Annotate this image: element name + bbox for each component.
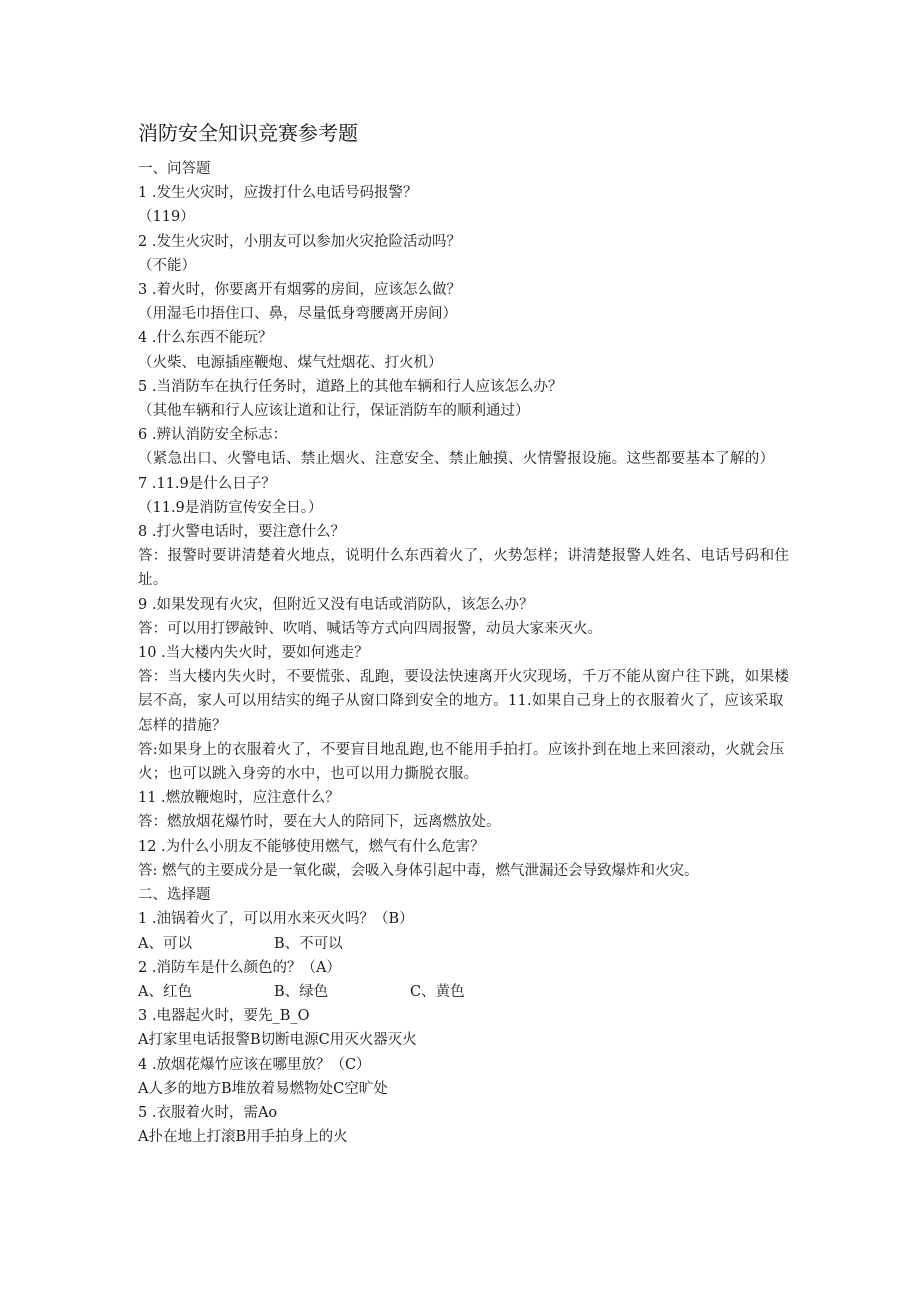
choice-options-1 bbox=[138, 932, 798, 956]
document-body bbox=[138, 117, 798, 1149]
answer-1: （119） bbox=[138, 209, 195, 226]
question-9: 9 .如果发现有火灾，但附近又没有电话或消防队，该怎么办？ bbox=[138, 596, 534, 613]
question-1: 1 .发生火灾时，应拨打什么电话号码报警？ bbox=[138, 185, 418, 202]
question-5: 5 .当消防车在执行任务时，道路上的其他车辆和行人应该怎么办？ bbox=[138, 378, 563, 395]
choice-question-4: 4 .放烟花爆竹应该在哪里放？（C） bbox=[138, 1056, 371, 1073]
choice-options-4: A人多的地方B堆放着易燃物处C空旷处 bbox=[138, 1080, 388, 1097]
answer-11: 答：燃放烟花爆竹时，要在大人的陪同下，远离燃放处。 bbox=[138, 814, 501, 831]
question-7: 7 .11.9是什么日子？ bbox=[138, 475, 276, 492]
answer-10b: 答:如果身上的衣服着火了，不要盲目地乱跑,也不能用手拍打。应该扑到在地上来回滚动，火就会压火；也可以跳入身旁的水中，也可以用力撕脱衣服。 bbox=[138, 741, 785, 783]
choice-question-3: 3 .电器起火时，要先_B_O bbox=[138, 1008, 310, 1025]
question-12: 12 .为什么小朋友不能够使用燃气，燃气有什么危害？ bbox=[138, 838, 485, 855]
answer-7: （11.9是消防宣传安全日。） bbox=[138, 499, 323, 516]
choice-question-5: 5 .衣服着火时，需Ao bbox=[138, 1104, 278, 1121]
answer-4: （火柴、电源插座鞭炮、煤气灶烟花、打火机） bbox=[138, 354, 443, 371]
question-3: 3 .着火时，你要离开有烟雾的房间，应该怎么做？ bbox=[138, 282, 461, 299]
choice-question-1: 1 .油锅着火了，可以用水来灭火吗？（B） bbox=[138, 911, 414, 928]
question-2: 2 .发生火灾时，小朋友可以参加火灾抢险活动吗？ bbox=[138, 233, 461, 250]
option-a: A、红色 bbox=[138, 983, 192, 1000]
answer-8: 答：报警时要讲清楚着火地点，说明什么东西着火了，火势怎样；讲清楚报警人姓名、电话号码和住址。 bbox=[138, 548, 790, 589]
question-8: 8 .打火警电话时，要注意什么？ bbox=[138, 524, 345, 541]
option-a: A、可以 bbox=[138, 935, 192, 952]
choice-options-5: A扑在地上打滚B用手拍身上的火 bbox=[138, 1129, 348, 1146]
section-heading-qa: 一、问答题 bbox=[138, 161, 211, 177]
choice-question-2: 2 .消防车是什么颜色的？（A） bbox=[138, 959, 341, 976]
option-b: B、绿色 bbox=[274, 983, 329, 1000]
answer-3: （用湿毛巾捂住口、鼻，尽量低身弯腰离开房间） bbox=[138, 306, 457, 323]
answer-5: （其他车辆和行人应该让道和让行，保证消防车的顺利通过） bbox=[138, 403, 530, 420]
document-title: 消防安全知识竞赛参考题 bbox=[138, 121, 358, 145]
answer-12: 答: 燃气的主要成分是一氧化碳，会吸入身体引起中毒，燃气泄漏还会导致爆炸和火灾。 bbox=[138, 862, 699, 879]
answer-6: （紧急出口、火警电话、禁止烟火、注意安全、禁止触摸、火情警报设施。这些都要基本了解的） bbox=[138, 451, 775, 468]
answer-9: 答：可以用打锣敲钟、吹哨、喊话等方式向四周报警，动员大家来灭火。 bbox=[138, 620, 602, 637]
section-heading-choice: 二、选择题 bbox=[138, 887, 211, 904]
question-10: 10 .当大楼内失火时，要如何逃走？ bbox=[138, 645, 369, 662]
option-b: B、不可以 bbox=[274, 935, 343, 952]
answer-2: （不能） bbox=[138, 257, 196, 274]
choice-options-2 bbox=[138, 980, 798, 1004]
question-4: 4 .什么东西不能玩？ bbox=[138, 330, 273, 347]
question-6: 6 .辨认消防安全标志： bbox=[138, 427, 287, 444]
choice-options-3: A打家里电话报警B切断电源C用灭火器灭火 bbox=[138, 1032, 417, 1049]
option-c: C、黄色 bbox=[410, 983, 465, 1000]
question-11: 11 .燃放鞭炮时，应注意什么？ bbox=[138, 790, 340, 807]
answer-10: 答：当大楼内失火时，不要慌张、乱跑，要设法快速离开火灾现场，千万不能从窗户往下跳，如果楼层不高，家人可以用结实的绳子从窗口降到安全的地方。11.如果自己身上的衣服着火了，应该采取怎样的措施？ bbox=[138, 669, 790, 734]
